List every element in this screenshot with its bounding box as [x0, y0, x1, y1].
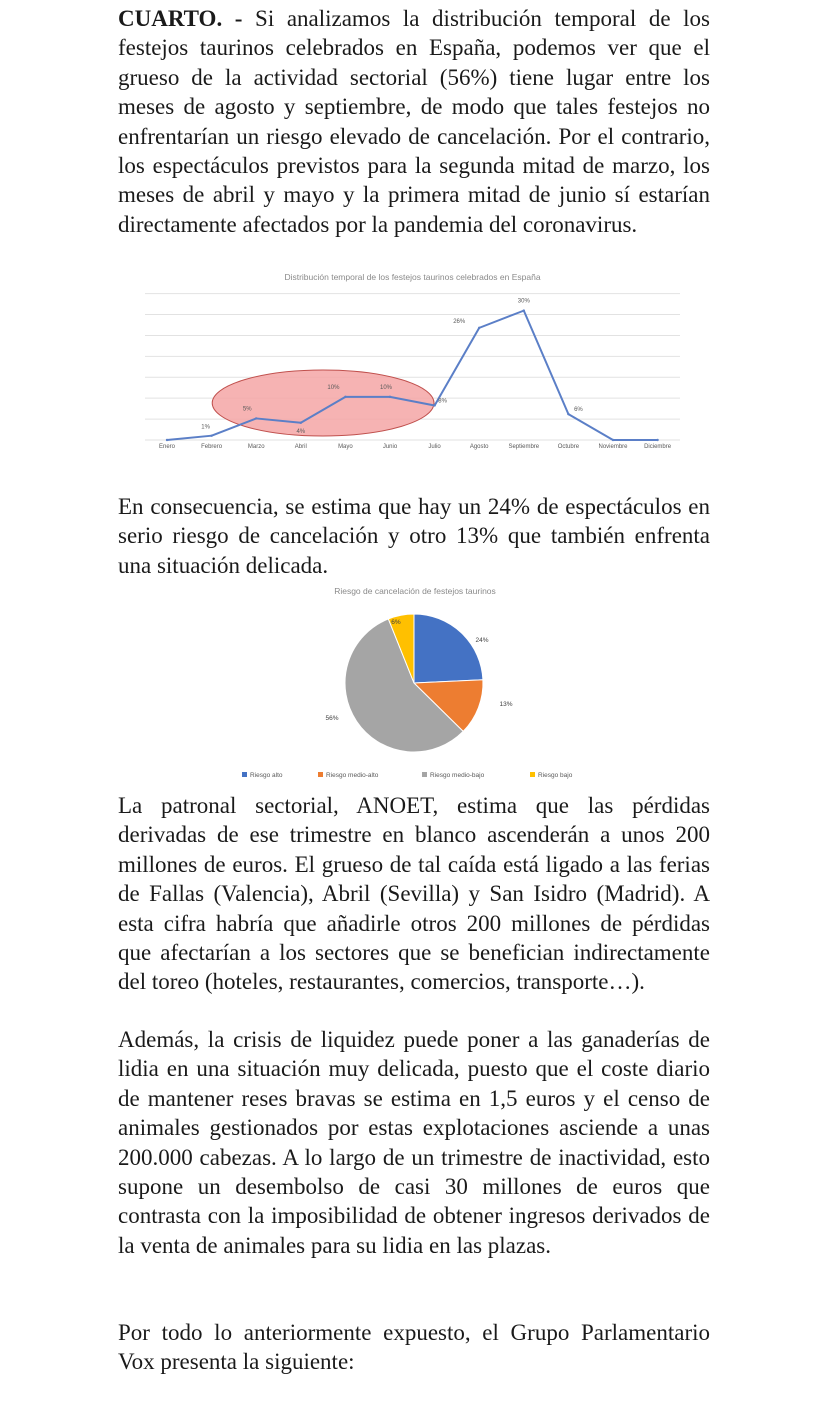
paragraph-anoet: La patronal sectorial, ANOET, estima que las pérdidas derivadas de ese trimestre en blanco ascenderán a unos 200 millones de euros. El grueso de tal caída está ligado a las ferias de Fallas (Valencia), Abril (Sevilla) y San Isidro (Madrid). A esta cifra habría que añadirle otros 200 millones de pérdidas que afectarían a los sectores que se benefician indirectamente del toreo (hoteles, restaurantes, comercios, transporte…).	[118, 793, 710, 995]
legend-label: Riesgo bajo	[538, 772, 573, 779]
x-tick-label: Mayo	[338, 444, 353, 450]
legend-label: Riesgo medio-alto	[326, 772, 379, 779]
data-label: 8%	[438, 398, 447, 405]
legend-swatch	[318, 772, 323, 777]
x-tick-label: Septiembre	[508, 444, 540, 450]
highlight-ellipse	[212, 370, 434, 436]
pie-slice	[414, 614, 483, 683]
data-label: 5%	[242, 406, 252, 413]
x-tick-label: Marzo	[247, 444, 265, 450]
paragraph-lead: CUARTO. -	[118, 6, 243, 31]
slice-label: 13%	[499, 701, 513, 708]
x-tick-label: Enero	[158, 444, 176, 450]
legend-swatch	[242, 772, 247, 777]
data-point	[210, 434, 212, 436]
line-chart	[0, 275, 828, 465]
data-point	[478, 327, 480, 329]
data-label: 1%	[201, 424, 210, 431]
paragraph-ganaderias: Además, la crisis de liquidez puede poner a las ganaderías de lidia en una situación muy delicada, puesto que el coste diario de mantener reses bravas se estima en 1,5 euros y el censo de animales gestionados por estas explotaciones asciende a unas 200.000 cabezas. A lo largo de un trimestre de inactividad, esto supone un desembolso de casi 30 millones de euros que contrasta con la imposibilidad de obtener ingresos derivados de la venta de animales para su lidia en las plazas.	[118, 1027, 710, 1258]
legend-swatch	[422, 772, 427, 777]
x-tick-label: Abril	[294, 444, 307, 450]
data-point	[389, 396, 391, 398]
line-chart-title: Distribución temporal de los festejos taurinos celebrados en España	[284, 272, 541, 282]
slice-label: 56%	[325, 715, 339, 722]
x-tick-label: Noviembre	[598, 444, 628, 450]
legend-swatch	[530, 772, 535, 777]
data-point	[523, 309, 525, 311]
data-point	[612, 439, 614, 441]
legend-entry	[422, 772, 485, 779]
data-label: 4%	[296, 428, 306, 435]
data-point	[300, 422, 302, 424]
legend-entry	[530, 772, 573, 779]
legend-label: Riesgo alto	[250, 772, 283, 779]
data-point	[344, 396, 346, 398]
paragraph-cuarto	[118, 4, 710, 239]
paragraph-conclusion: Por todo lo anteriormente expuesto, el Grupo Parlamentario Vox presenta la siguiente:	[118, 1320, 710, 1375]
data-point	[255, 417, 257, 419]
data-point	[166, 439, 168, 441]
legend-entry	[318, 772, 379, 779]
data-point	[433, 404, 435, 406]
data-label: 26%	[453, 318, 466, 325]
data-point	[567, 413, 569, 415]
data-label: 30%	[517, 298, 530, 305]
pie-chart-title: Riesgo de cancelación de festejos taurinos	[334, 586, 496, 596]
x-tick-label: Junio	[382, 444, 398, 450]
x-tick-label: Julio	[428, 444, 441, 450]
legend-label: Riesgo medio-bajo	[430, 772, 485, 779]
data-label: 10%	[379, 384, 393, 391]
x-tick-label: Diciembre	[644, 444, 672, 450]
pie-chart	[0, 595, 828, 795]
legend-entry	[242, 772, 283, 779]
slice-label: 24%	[475, 637, 489, 644]
x-tick-label: Febrero	[201, 444, 223, 450]
data-point	[656, 439, 658, 441]
data-label: 6%	[574, 407, 583, 414]
x-tick-label: Agosto	[469, 444, 489, 450]
slice-label: 6%	[391, 619, 401, 626]
paragraph-consecuencia: En consecuencia, se estima que hay un 24% de espectáculos en serio riesgo de cancelación y otro 13% que también enfrenta una situación delicada.	[118, 494, 710, 578]
x-tick-label: Octubre	[557, 444, 580, 450]
data-label: 10%	[327, 384, 340, 391]
paragraph-text: Si analizamos la distribución temporal de los festejos taurinos celebrados en España, podemos ver que el grueso de la actividad sectorial (56%) tiene lugar entre los meses de agosto y septiembre, de modo que tales festejos no enfrentarían un riesgo elevado de cancelación. Por el contrario, los espectáculos previstos para la segunda mitad de marzo, los meses de abril y mayo y la primera mitad de junio sí estarían directamente afectados por la pandemia del coronavirus.	[118, 6, 710, 237]
